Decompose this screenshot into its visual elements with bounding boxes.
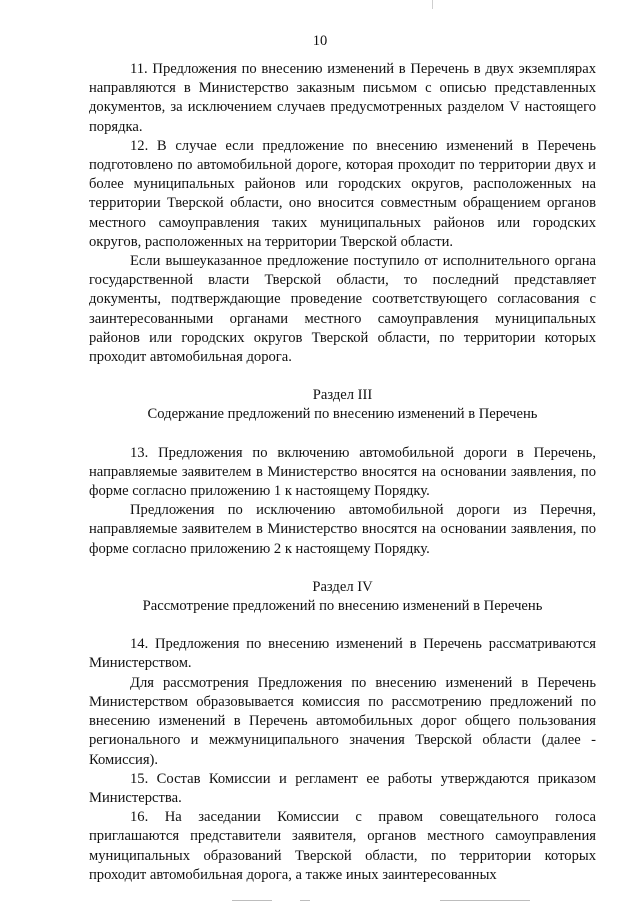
document-body [89,60,596,885]
paragraph-16: 16. На заседании Комиссии с правом совещательного голоса приглашаются представители заявителя, органов местного самоуправления муниципальных образований Тверской области, по территории которых проходит автомобильная дорога, а также иных заинтересованных [89,809,596,883]
spacer [89,559,596,578]
paragraph-11: 11. Предложения по внесению изменений в Перечень в двух экземплярах направляются в Министерство заказным письмом с описью представленных документов, за исключением случаев предусмотренных разделом V настоящего порядка. [89,61,596,135]
paragraph-14: 14. Предложения по внесению изменений в Перечень рассматриваются Министерством. [89,636,596,672]
paragraph-12-continued: Если вышеуказанное предложение поступило от исполнительного органа государственной власти Тверской области, то последний представляет документы, подтверждающие проведение соответствующего согласования с заинтересованными органами местного самоуправления муниципальных районов или городских округов Тверской области, по территории которых проходит автомобильная дорога. [89,253,596,366]
scan-edge-mark [232,900,272,901]
spacer [89,616,596,635]
section-4-label: Раздел IV [312,578,373,595]
section-3-title: Содержание предложений по внесению изменений в Перечень [147,406,538,423]
paragraph-15: 15. Состав Комиссии и регламент ее работы утверждаются приказом Министерства. [89,770,596,806]
spacer [89,425,596,444]
paragraph-12: 12. В случае если предложение по внесению изменений в Перечень подготовлено по автомобильной дороге, которая проходит по территории двух и более муниципальных районов или городских округов, расположенных на территории Тверской области, оно вносится совместным обращением органов местного самоуправления таких муниципальных районов или городских округов, расположенных на территории Тверской области. [89,137,596,250]
scan-edge-mark [440,900,530,901]
section-4-title: Рассмотрение предложений по внесению изменений в Перечень [142,598,543,615]
scan-mark [432,0,433,9]
paragraph-13-continued: Предложения по исключению автомобильной дороги из Перечня, направляемые заявителем в Министерство вносятся на основании заявления, по форме согласно приложению 2 к настоящему Порядку. [89,502,596,557]
page-number: 10 [312,33,328,49]
section-3-label: Раздел III [312,387,373,404]
scan-edge-mark [300,900,310,901]
spacer [89,367,596,386]
paragraph-13: 13. Предложения по включению автомобильной дороги в Перечень, направляемые заявителем в Министерство вносятся на основании заявления, по форме согласно приложению 1 к настоящему Порядку. [89,444,596,500]
paragraph-14-continued: Для рассмотрения Предложения по внесению изменений в Перечень Министерством образовывается комиссия по рассмотрению предложений по внесению изменений в Перечень автомобильных дорог общего пользования регионального и межмуниципального значения Тверской области (далее - Комиссия). [89,674,596,768]
